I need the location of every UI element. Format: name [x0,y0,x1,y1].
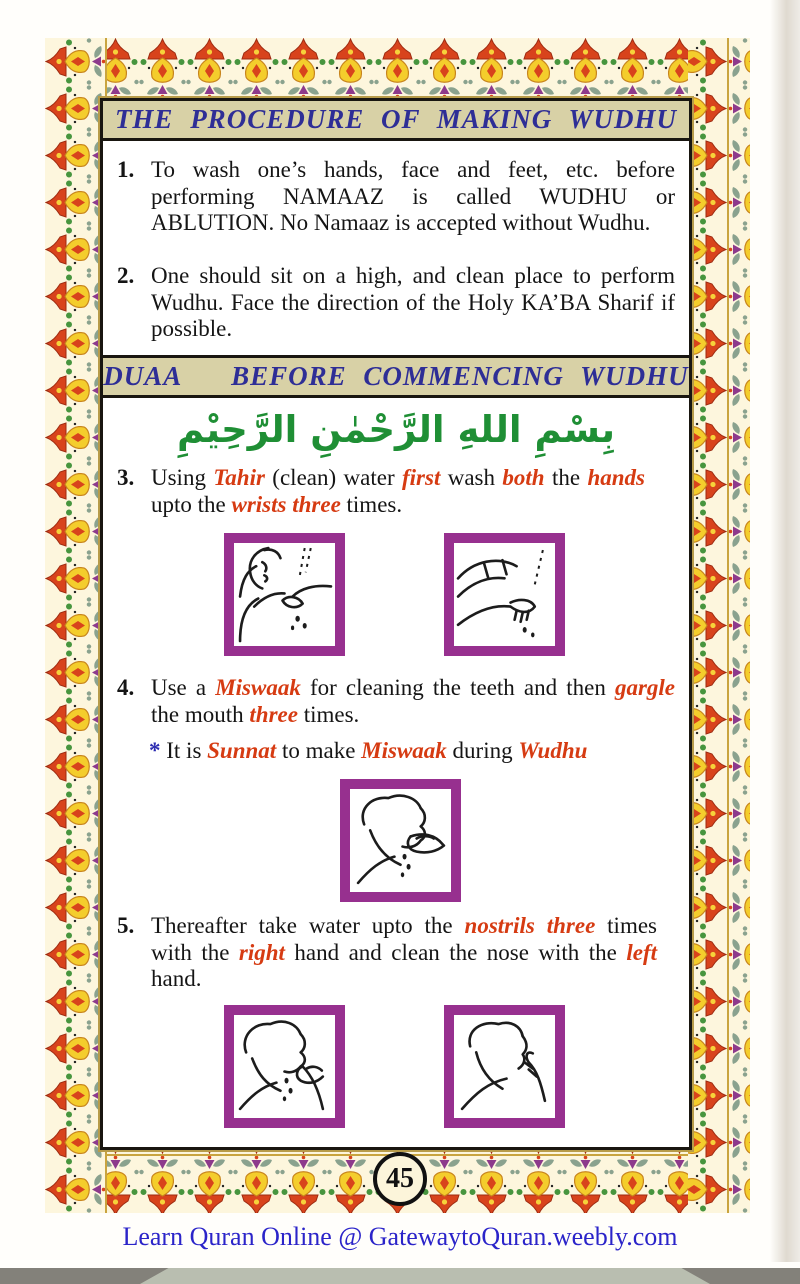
footer-link: Learn Quran Online @ GatewaytoQuran.weebly.com [122,1222,678,1251]
item-number: 1. [117,157,135,182]
illustration-wash-hands-under-tap [224,533,345,656]
item-text: One should sit on a high, and clean place to perform Wudhu. Face the direction of the Holy KA’BA Sharif if possible. [151,263,675,341]
heading-duaa-before-wudhu [103,355,689,398]
item-text: Using Tahir (clean) water first wash both the hands upto the wrists three times. [151,465,645,517]
heading-procedure-of-wudhu [103,101,689,141]
item-number: 5. [117,913,135,938]
bismillah-calligraphy: بِسْمِ اللهِ الرَّحْمٰنِ الرَّحِيْمِ [176,408,616,451]
scan-artifact-highlight [140,1268,710,1284]
sunnat-note: * It is Sunnat to make Miswaak during Wudhu [149,738,588,763]
item-text: Use a Miswaak for cleaning the teeth and then gargle the mouth three times. [151,675,675,727]
illustration-wash-forearm-under-tap [444,533,565,656]
item-text: To wash one’s hands, face and feet, etc. before performing NAMAAZ is called WUDHU or ABLUTION. No Namaaz is accepted without Wudhu. [151,157,675,235]
heading-duaa-text: DUAA BEFORE COMMENCING WUDHU [103,361,689,391]
item-number: 4. [117,675,135,700]
content-area [100,98,692,1150]
instruction-item-2 [117,263,677,343]
instruction-item-5 [117,913,662,993]
heading-procedure-text: THE PROCEDURE OF MAKING WUDHU [114,104,678,134]
page-number-badge [373,1152,427,1206]
scan-artifact-bar [0,1268,800,1284]
page-number: 45 [386,1163,414,1194]
page-curl-shadow [770,0,800,1262]
instruction-item-3 [117,465,657,518]
illustration-clean-nose-left-hand [444,1005,565,1128]
instruction-item-1 [117,157,677,237]
item-number: 2. [117,263,135,288]
instruction-item-4 [117,675,677,728]
item-text: Thereafter take water upto the nostrils three times with the right hand and clean the nose with the left hand. [151,913,657,991]
illustration-water-to-nose [224,1005,345,1128]
item-number: 3. [117,465,135,490]
illustration-gargling [340,779,461,902]
